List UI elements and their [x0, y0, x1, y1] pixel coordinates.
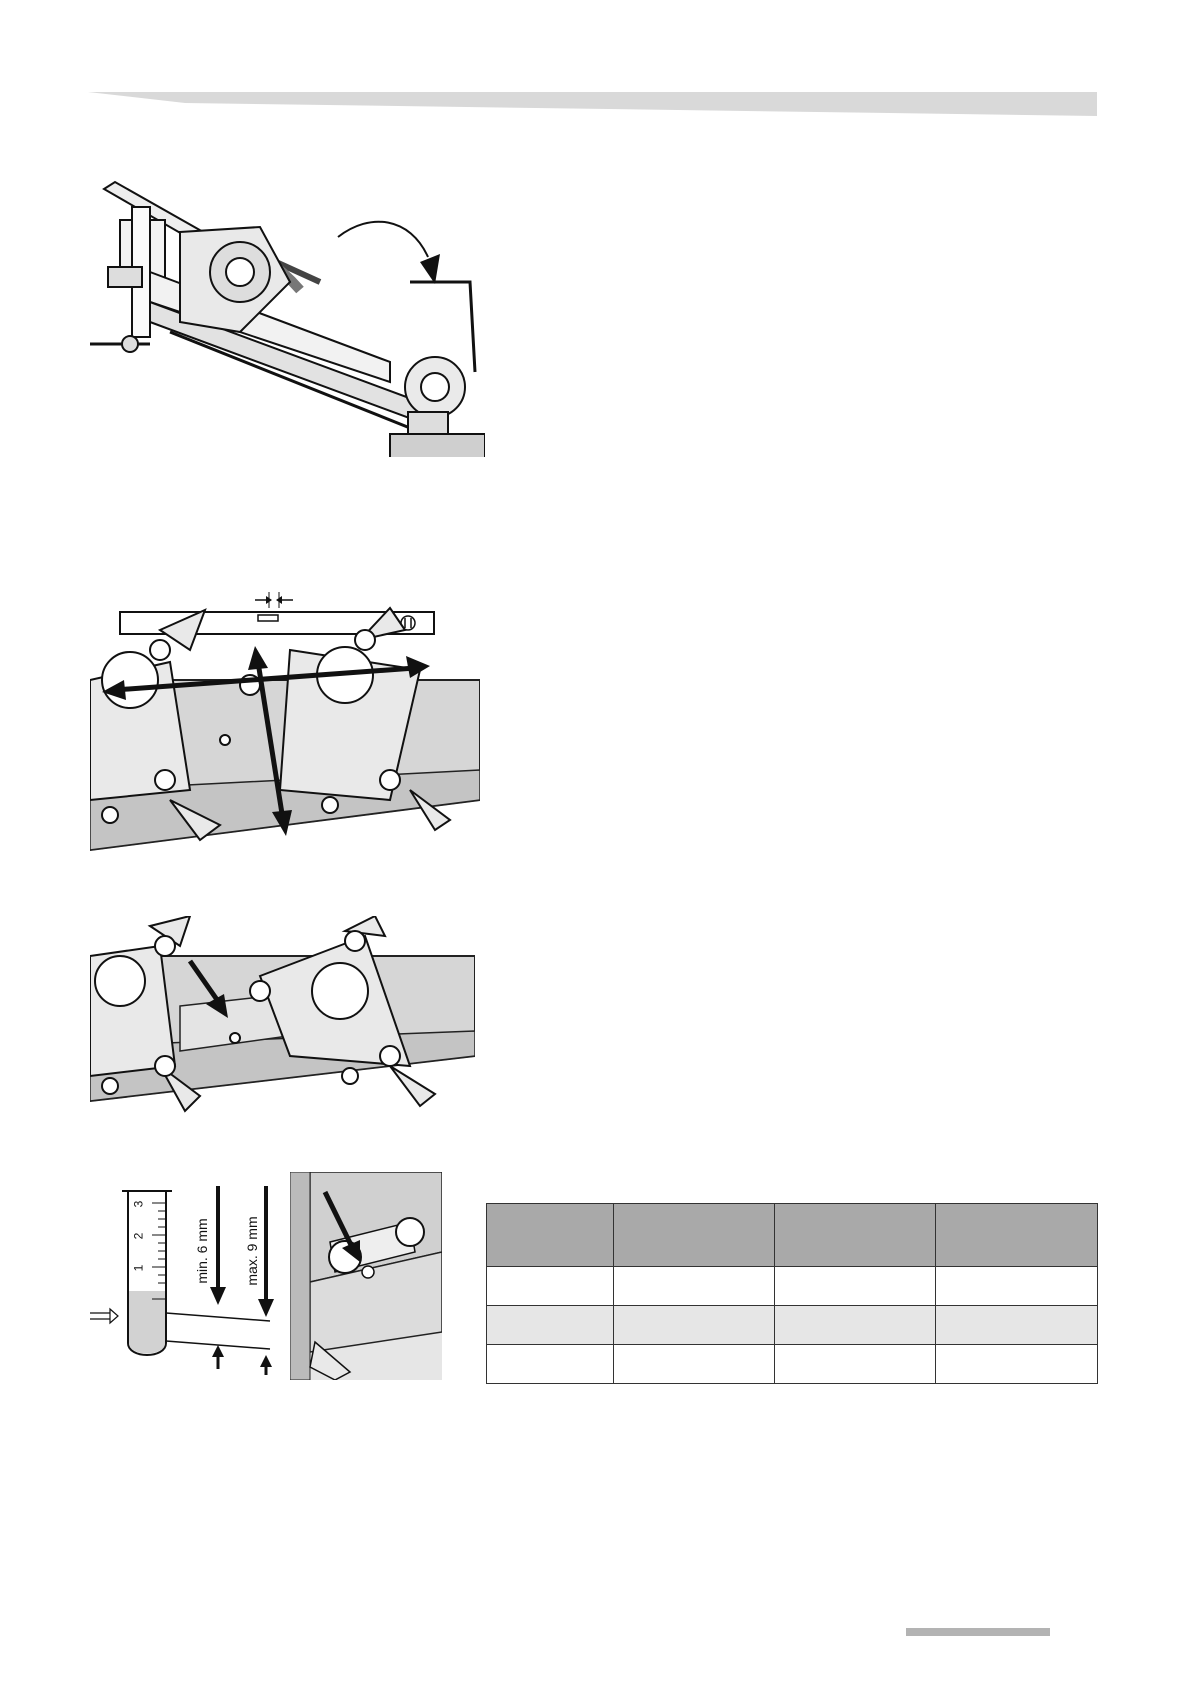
oil-plug-detail-figure — [290, 1172, 442, 1380]
table-header-cell — [936, 1204, 1098, 1267]
footer-bar — [906, 1628, 1050, 1636]
table-cell — [775, 1345, 936, 1384]
cutterbar-oil-plug-figure — [90, 916, 475, 1114]
table-header-cell — [775, 1204, 936, 1267]
table-cell — [775, 1267, 936, 1306]
table-cell — [487, 1267, 614, 1306]
gauge-min-label: min. 6 mm — [194, 1218, 210, 1284]
cutterbar-level-icon — [90, 590, 480, 865]
gauge-scale-2: 2 — [131, 1232, 146, 1240]
table-cell — [775, 1306, 936, 1345]
gauge-max-label: max. 9 mm — [244, 1216, 260, 1286]
oil-gauge-figure — [90, 1183, 290, 1378]
gauge-scale-3: 3 — [131, 1200, 146, 1208]
table-cell — [614, 1267, 775, 1306]
header-bar — [0, 0, 1190, 130]
cutterbar-oil-plug-icon — [90, 916, 475, 1114]
table-header-row — [487, 1204, 1098, 1267]
spec-table — [486, 1203, 1098, 1384]
table-cell — [936, 1306, 1098, 1345]
table-row — [487, 1345, 1098, 1384]
table-cell — [936, 1345, 1098, 1384]
mower-side-view-figure — [90, 172, 485, 457]
table-header-cell — [487, 1204, 614, 1267]
cutterbar-level-figure — [90, 590, 480, 865]
table-cell — [487, 1306, 614, 1345]
table-cell — [487, 1345, 614, 1384]
table-row — [487, 1267, 1098, 1306]
mower-side-view-icon — [90, 172, 485, 457]
table-row — [487, 1306, 1098, 1345]
table-cell — [614, 1306, 775, 1345]
measuring-tube-gauge-icon — [90, 1183, 290, 1378]
table-cell — [936, 1267, 1098, 1306]
table-header-cell — [614, 1204, 775, 1267]
oil-plug-closeup-icon — [290, 1172, 442, 1380]
table-cell — [614, 1345, 775, 1384]
gauge-scale-1: 1 — [131, 1264, 146, 1272]
